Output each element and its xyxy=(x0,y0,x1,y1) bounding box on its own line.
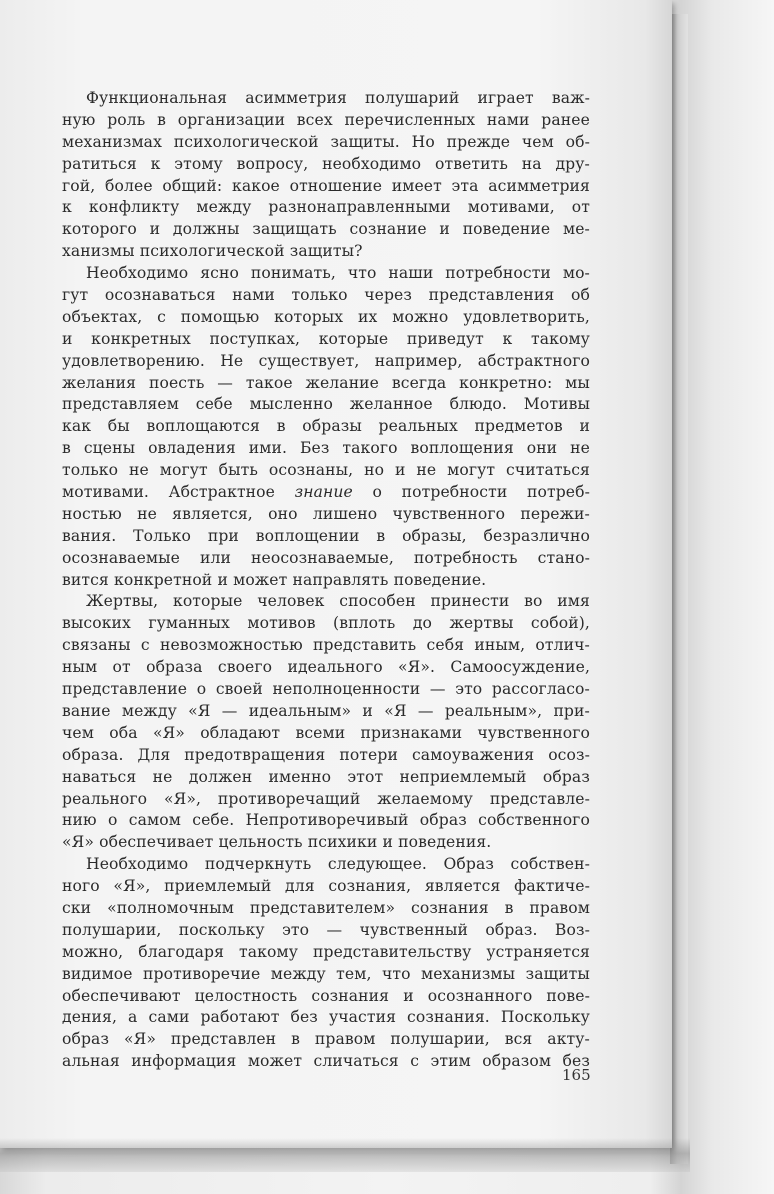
text-line: дения, а сами работают без участия сознания. Поскольку xyxy=(62,1008,590,1027)
text-line: обеспечивают целостность сознания и осознанного пове- xyxy=(62,986,590,1005)
text-line: видимое противоречие между тем, что механизмы защиты xyxy=(62,964,590,983)
text-line: Функциональная асимметрия полушарий играет важ- xyxy=(86,89,590,107)
text-line: Необходимо подчеркнуть следующее. Образ собствен- xyxy=(86,855,590,874)
text-line: ратиться к этому вопросу, необходимо ответить на дру- xyxy=(62,154,590,173)
text-line: в сцены овладения ими. Без такого воплощения они не xyxy=(62,439,590,458)
text-line: чем оба «Я» обладают всеми признаками чувственного xyxy=(62,723,590,742)
text-line: ностью не является, оно лишено чувственного пережи- xyxy=(62,504,590,523)
text-line: только не могут быть осознаны, но и не могут считаться xyxy=(62,461,590,480)
text-line: нию о самом себе. Непротиворечивый образ собственного xyxy=(62,811,590,830)
page-bottom-shadow xyxy=(0,1138,690,1172)
page-number: 165 xyxy=(562,1066,591,1084)
text-line: желания поесть — такое желание всегда конкретно: мы xyxy=(62,373,590,392)
text-line: «Я» обеспечивает цельность психики и поведения. xyxy=(62,833,492,852)
text-line: ным от образа своего идеального «Я». Самоосуждение, xyxy=(62,658,590,677)
text-line: ски «полномочным представителем» сознания в правом xyxy=(62,898,590,917)
text-line: ную роль в организации всех перечисленных нами ранее xyxy=(62,110,590,129)
book-gutter xyxy=(670,14,688,1164)
text-line: представляем себе мысленно желанное блюдо. Мотивы xyxy=(62,395,590,414)
text-line: гут осознаваться нами только через представления об xyxy=(62,286,590,305)
text-line: ного «Я», приемлемый для сознания, является фактиче- xyxy=(62,877,590,896)
text-line: и конкретных поступках, которые приведут к такому xyxy=(62,329,590,348)
text-line: представление о своей неполноценности — это рассогласо- xyxy=(62,680,590,699)
text-line: Жертвы, которые человек способен принести во имя xyxy=(86,592,590,611)
text-line: можно, благодаря такому представительству устраняется xyxy=(62,942,590,961)
body-text xyxy=(62,88,590,1073)
text-line: наваться не должен именно этот неприемлемый образ xyxy=(62,767,590,786)
text-line: Необходимо ясно понимать, что наши потребности мо- xyxy=(86,264,590,283)
text-line: мотивами. Абстрактное знание о потребности потреб- xyxy=(62,483,590,502)
text-line: вится конкретной и может направлять поведение. xyxy=(62,570,487,589)
text-line: механизмах психологической защиты. Но прежде чем об- xyxy=(62,132,590,151)
text-line: осознаваемые или неосознаваемые, потребность стано- xyxy=(62,548,590,567)
text-line: удовлетворению. Не существует, например, абстрактного xyxy=(62,351,590,370)
text-line: ханизмы психологической защиты? xyxy=(62,242,363,261)
text-line: реального «Я», противоречащий желаемому представле- xyxy=(62,789,590,808)
text-line: полушарии, поскольку это — чувственный образ. Воз- xyxy=(62,920,590,939)
text-line: вание между «Я — идеальным» и «Я — реальным», при- xyxy=(62,701,590,720)
text-line: связаны с невозможностью представить себя иным, отлич- xyxy=(62,636,590,655)
text-line: образа. Для предотвращения потери самоуважения осоз- xyxy=(62,745,590,764)
text-line: образ «Я» представлен в правом полушарии, вся акту- xyxy=(62,1030,590,1049)
text-line: к конфликту между разнонаправленными мотивами, от xyxy=(62,198,590,217)
text-line: альная информация может сличаться с этим образом без xyxy=(62,1052,590,1071)
text-line: вания. Только при воплощении в образы, безразлично xyxy=(62,526,590,545)
text-line: которого и должны защищать сознание и поведение ме- xyxy=(62,220,590,239)
text-line: гой, более общий: какое отношение имеет эта асимметрия xyxy=(62,176,590,195)
text-line: как бы воплощаются в образы реальных предметов и xyxy=(62,417,590,436)
text-line: объектах, с помощью которых их можно удовлетворить, xyxy=(62,307,590,326)
text-line: высоких гуманных мотивов (вплоть до жертвы собой), xyxy=(62,614,590,633)
